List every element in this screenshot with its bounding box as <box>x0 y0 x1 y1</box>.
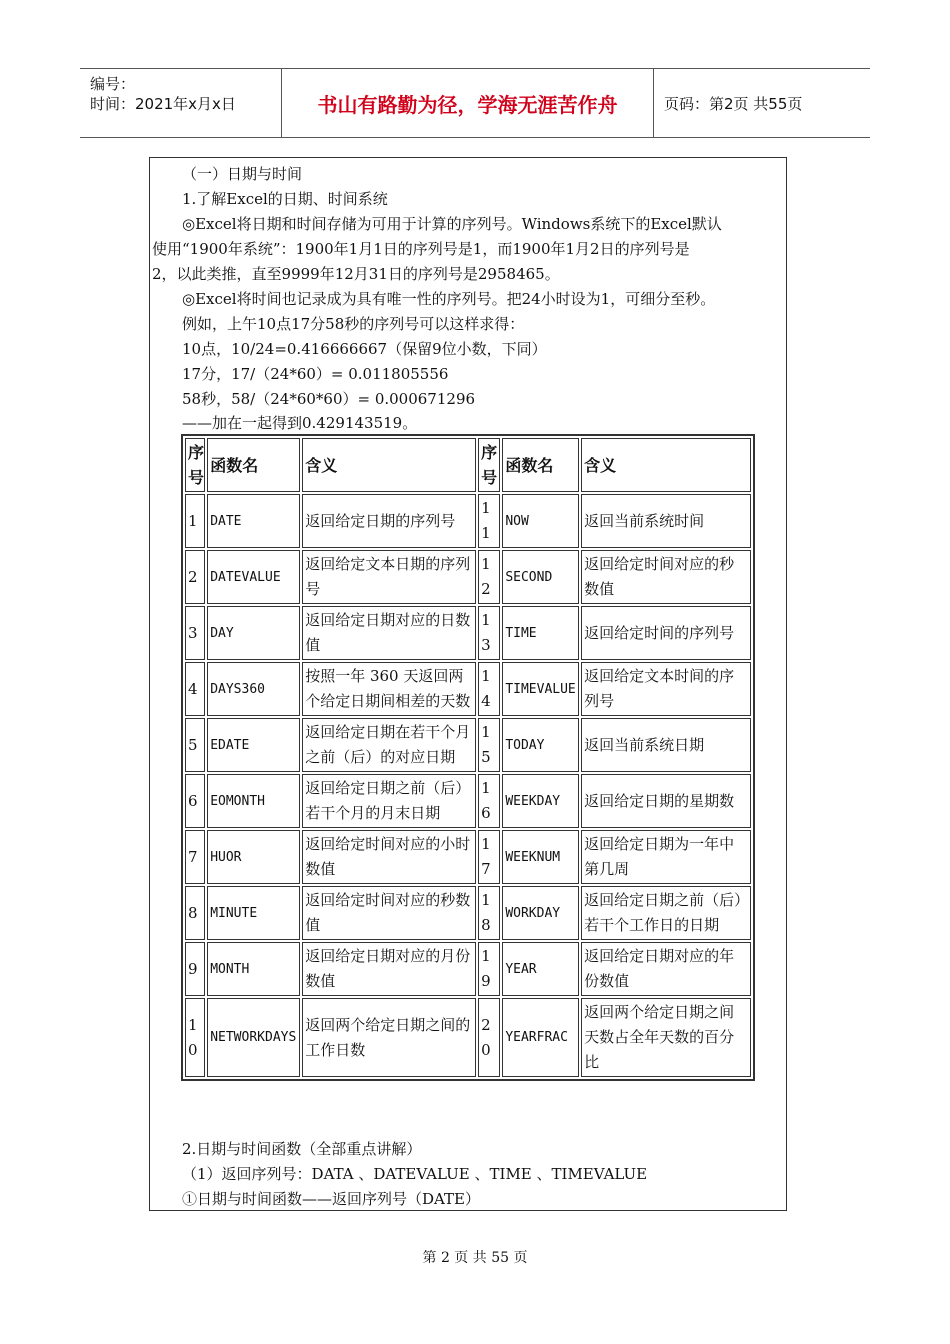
table-cell: TODAY <box>502 718 579 772</box>
table-cell: 15 <box>478 718 500 772</box>
table-cell: YEAR <box>502 942 579 996</box>
number-label: 编号： <box>90 75 136 93</box>
page-footer: 第 2 页 共 55 页 <box>422 1250 528 1266</box>
table-cell: 返回给定文本日期的序列号 <box>302 550 476 604</box>
section-title: （一）日期与时间 <box>182 165 303 183</box>
table-cell: 16 <box>478 774 500 828</box>
table-cell: 19 <box>478 942 500 996</box>
table-row <box>185 718 751 772</box>
page-header <box>80 68 870 138</box>
calc-line: 10点，10/24=0.416666667（保留9位小数，下同） <box>182 340 547 358</box>
column-header: 函数名 <box>502 438 579 492</box>
table-cell: 7 <box>185 830 205 884</box>
header-motto: 书山有路勤为径，学海无涯苦作舟 <box>282 69 654 137</box>
table-cell: 5 <box>185 718 205 772</box>
table-cell: DATEVALUE <box>207 550 300 604</box>
paragraph-line: ◎Excel将日期和时间存储为可用于计算的序列号。Windows系统下的Excel默认 <box>182 215 722 233</box>
table-row <box>185 662 751 716</box>
time-label: 时间：2021年x月x日 <box>90 95 236 113</box>
table-cell: EOMONTH <box>207 774 300 828</box>
table-cell: 2 <box>185 550 205 604</box>
paragraph-line: ①日期与时间函数——返回序列号（DATE） <box>182 1190 480 1208</box>
table-cell: 返回给定日期之前（后）若干个月的月末日期 <box>302 774 476 828</box>
table-cell: 18 <box>478 886 500 940</box>
column-header: 序号 <box>185 438 205 492</box>
table-cell: 返回给定日期在若干个月之前（后）的对应日期 <box>302 718 476 772</box>
table-cell: 12 <box>478 550 500 604</box>
table-cell: 20 <box>478 998 500 1077</box>
table-cell: EDATE <box>207 718 300 772</box>
subsection-title: 2.日期与时间函数（全部重点讲解） <box>182 1140 422 1158</box>
table-cell: TIME <box>502 606 579 660</box>
table-cell: NETWORKDAYS <box>207 998 300 1077</box>
table-cell: 3 <box>185 606 205 660</box>
table-cell: 4 <box>185 662 205 716</box>
subsection-title: 1.了解Excel的日期、时间系统 <box>182 190 388 208</box>
table-cell: 返回给定时间对应的秒数值 <box>302 886 476 940</box>
table-row <box>185 886 751 940</box>
header-page-info: 页码：第2页 共55页 <box>664 94 803 113</box>
table-row <box>185 774 751 828</box>
table-cell: DAY <box>207 606 300 660</box>
table-cell: DAYS360 <box>207 662 300 716</box>
table-cell: 17 <box>478 830 500 884</box>
table-cell: 返回给定日期对应的月份数值 <box>302 942 476 996</box>
date-time-functions-table <box>181 434 755 1081</box>
table-cell: 返回给定日期对应的年份数值 <box>581 942 751 996</box>
table-cell: 13 <box>478 606 500 660</box>
table-cell: 返回给定日期的星期数 <box>581 774 751 828</box>
table-row <box>185 998 751 1077</box>
table-cell: 返回给定日期的序列号 <box>302 494 476 548</box>
paragraph-line: 例如，上午10点17分58秒的序列号可以这样求得： <box>182 315 525 333</box>
table-cell: 6 <box>185 774 205 828</box>
calc-result-line: ——加在一起得到0.429143519。 <box>182 414 418 432</box>
table-cell: 返回给定日期为一年中第几周 <box>581 830 751 884</box>
table-cell: 14 <box>478 662 500 716</box>
paragraph-line: （1）返回序列号：DATA 、DATEVALUE 、TIME 、TIMEVALUE <box>182 1165 648 1183</box>
table-cell: 9 <box>185 942 205 996</box>
table-row <box>185 942 751 996</box>
paragraph-line: 2，以此类推，直至9999年12月31日的序列号是2958465。 <box>152 265 560 283</box>
table-cell: WEEKNUM <box>502 830 579 884</box>
table-cell: 11 <box>478 494 500 548</box>
table-cell: 返回当前系统时间 <box>581 494 751 548</box>
table-cell: YEARFRAC <box>502 998 579 1077</box>
header-meta <box>80 69 282 137</box>
table-cell: 返回给定日期之前（后）若干个工作日的日期 <box>581 886 751 940</box>
calc-line: 17分，17/（24*60）= 0.011805556 <box>182 365 449 383</box>
table-header-row <box>185 438 751 492</box>
column-header: 序号 <box>478 438 500 492</box>
table-cell: 返回当前系统日期 <box>581 718 751 772</box>
paragraph-line: 使用“1900年系统”：1900年1月1日的序列号是1，而1900年1月2日的序列号是 <box>152 240 690 258</box>
table-cell: 10 <box>185 998 205 1077</box>
table-cell: WORKDAY <box>502 886 579 940</box>
table-cell: TIMEVALUE <box>502 662 579 716</box>
paragraph-line: ◎Excel将时间也记录成为具有唯一性的序列号。把24小时设为1，可细分至秒。 <box>182 290 716 308</box>
table-cell: SECOND <box>502 550 579 604</box>
table-cell: 1 <box>185 494 205 548</box>
table-cell: 返回两个给定日期之间的工作日数 <box>302 998 476 1077</box>
table-cell: 8 <box>185 886 205 940</box>
table-row <box>185 494 751 548</box>
table-cell: NOW <box>502 494 579 548</box>
table-cell: 返回给定时间对应的秒数值 <box>581 550 751 604</box>
table-cell: 返回给定时间的序列号 <box>581 606 751 660</box>
column-header: 含义 <box>581 438 751 492</box>
table-row <box>185 550 751 604</box>
table-row <box>185 830 751 884</box>
table-cell: MONTH <box>207 942 300 996</box>
table-row <box>185 606 751 660</box>
table-cell: 返回两个给定日期之间天数占全年天数的百分比 <box>581 998 751 1077</box>
table-cell: DATE <box>207 494 300 548</box>
table-cell: 返回给定文本时间的序列号 <box>581 662 751 716</box>
table-cell: HUOR <box>207 830 300 884</box>
calc-line: 58秒，58/（24*60*60）= 0.000671296 <box>182 390 476 408</box>
column-header: 含义 <box>302 438 476 492</box>
column-header: 函数名 <box>207 438 300 492</box>
table-cell: MINUTE <box>207 886 300 940</box>
table-cell: 按照一年 360 天返回两个给定日期间相差的天数 <box>302 662 476 716</box>
table-cell: WEEKDAY <box>502 774 579 828</box>
table-cell: 返回给定日期对应的日数值 <box>302 606 476 660</box>
table-cell: 返回给定时间对应的小时数值 <box>302 830 476 884</box>
